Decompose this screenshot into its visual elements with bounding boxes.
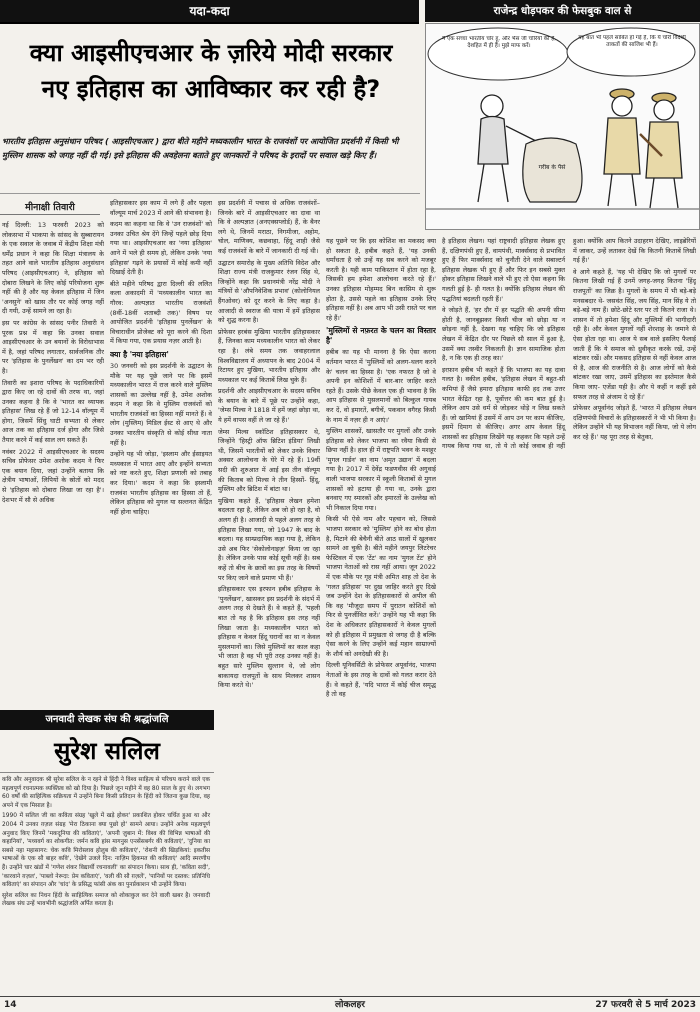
paragraph: नई दिल्ली: 13 फरवरी 2023 को लोकसभा में भाकपा के सांसद के सुब्बारायन के एक सवाल के जवाब में केंद्रीय शिक्षा मंत्री धर्मेंद्र प्रधान ने कहा कि शिक्षा मंत्रालय के तहत आने वाले भारतीय इतिहास अनुसंधान परिषद (आइसीएचआर) ने, इतिहास को दोबारा लिखने के लिए कोई परियोजना शुरू नहीं की है और यह केवल इतिहास में जिन 'अनसुने' को खास तौर पर कोई जगह नहीं दी गयी, उन्हें सामने ला रहा है। [2,221,104,316]
issue-date: 27 फरवरी से 5 मार्च 2023 [595,1000,696,1010]
headline-line-2: नए इतिहास का आविष्कार कर रही है? [41,75,381,103]
article-column-2 [110,199,212,705]
cartoon-header [425,0,700,22]
paragraph: प्रोफेसर हरबंस मुखिया भारतीय इतिहासकार हैं, जिनका काम मध्यकालीन भारत को लेकर रहा है। लंबे समय तक जवाहरलाल विश्वविद्यालय में अध्यापन के बाद 2004 में रिटायर हुए मुखिया, भारतीय इतिहास और मध्यकाल पर कई किताबें लिख चुके हैं। [218,327,320,384]
article-column-1 [2,221,104,705]
paragraph: इरफ़ान हबीब भी कहते हैं कि भाजपा का यह दावा गलत है। वकील हबीब, 'इतिहास लेखन में बहुत-सी कमियां हैं जैसे हमारा इतिहास काफी हद तक उत्तर भारत केंद्रित रहा है, पूर्वोत्तर की कम बात हुई है। लेकिन आप उसे धर्म से जोड़कर थोड़े न लिख सकते हैं। जो खामियां हैं उसमें में आप उन पर काम कीजिए, इसमें दिमाग से कीजिए। अगर आप केवल हिंदू शासकों का इतिहास लिखेंगे यह कहकर कि पहले उन्हें गायब किया गया था, तो ये तो कोई जवाब ही नहीं हुआ। क्योंकि आप कितने उदाहरण देखिए, लाइब्रेरियों में जाकर, उन्हें लताकर देखें कि कितनी किताबें लिखी गई हैं।' [442,237,696,451]
subheading: क्या है 'नया इतिहास' [110,349,169,359]
paragraph: जेम्स मिल्स स्कॉटिश इतिहासकार थे, जिन्होंने 'हिस्ट्री ऑफ ब्रिटिश इंडिया' लिखी थी, जिसमें भारतीयों को लेकर उनके विचार अक्सर आलोचना के घेरे में रहे हैं। 19वीं सदी की शुरुआत में आई इस तीन वॉल्यूम की किताब को मिल्स ने तीन हिस्सों- हिंदू, मुस्लिम और ब्रिटिश में बांटा था। [218,427,320,494]
tribute-name: सुरेश सलिल [0,730,214,773]
paragraph: तिवारी का इशारा परिषद के पदाधिकारियों द्वारा किए जा रहे दावों की तरफ था, जहां उनका कहना है कि वे 'भारत का व्यापक इतिहास' लिख रहे हैं जो 12-14 वॉल्यूम में होगा, जिसमें सिंधु घाटी सभ्यता से लेकर आज तक का इतिहास दर्ज होगा और जिसे तैयार करने में कई साल लग सकते हैं। [2,378,104,445]
money-sack [523,138,582,202]
paragraph: कवि और अनुवादक श्री सुरेश सलिल के न रहने से हिंदी ने विश्व साहित्य से परिचय कराने वाले एक महत्वपूर्ण रचनात्मक व्यक्तित्व को खो दिया है। पिछले जून महीने में वह 80 साल के हुए थे। लगभग 60 वर्षों की साहित्यिक सक्रियता में उन्होंने बिना किसी प्रतिदान के हिंदी को जितना कुछ दिया, वह अपने में एक मिसाल है। [2,777,210,809]
paragraph: बीते महीने परिषद द्वारा दिल्ली की ललित कला अकादमी में 'मध्यकालीन भारत का गौरव: अल्पज्ञात भारतीय राजवंशों (8वीं-18वीं शताब्दी तक)' विषय पर आयोजित प्रदर्शनी 'इतिहास पुनर्लेखन' के विचाराधीन प्रोजेक्ट को पूरा करने की दिशा में किया गया, एक प्रयास नज़र आती है। [110,279,212,346]
paragraph: नवंबर 2022 में आइसीएचआर के सदस्य सचिव प्रोफेसर उमेश अशोक कदम ने फिर एक बयान दिया, जहां उन्होंने बताया कि क्षेत्रीय भाषाओं, लिपियों के स्रोतों को मदद से 'इतिहास को दोबारा लिखा जा रहा है'। देशभर में सौ से अधिक [2,447,104,504]
paper-name: लोकलहर [335,1000,365,1010]
cartoon [425,23,700,230]
byline [0,201,100,215]
paragraph: कदम का कहना था कि वे 'उन राजवंशों' को उनका उचित श्रेय देंगे जिन्हें पहले छोड़ दिया गया था। आइसीएचआर का 'नया इतिहास' आने में भले ही समय हो, लेकिन उनके 'नया इतिहास' गढ़ने के प्रयासों में कोई कमी नहीं दिखाई देती है। [110,220,212,277]
paragraph: उद्घाटन समारोह के मुख्य अतिथि विदेश और शिक्षा राज्य मंत्री राजकुमार रंजन सिंह थे, जिन्होंने कहा कि प्रधानमंत्री नरेंद्र मोदी ने मंत्रियों से 'औपनिवेशिक प्रभाव' (कोलोनियल हैंगओवर) को दूर करने के लिए कहा है। आजादी से स्वराज की यात्रा में हमें इतिहास को शुद्ध करना है। [218,258,320,325]
speech-bubble-police: यह बात भी पहले साबित हो गई है, कि ये चोरी विदेशी ताकतों की साजिश भी हैं। [578,35,686,49]
paragraph: मुखिया कहते हैं, 'इतिहास लेखन हमेशा बदलता रहा है, लेकिन अब जो हो रहा है, वो अलग ही है। आजादी से पहले अलग तरह से इतिहास लिखा गया, जो 1947 के बाद के बदला। यह साम्प्रदायिक कहा गया है, लेकिन उसे अब फिर 'सेकोलोनाइज़' किया जा रहा है। लेकिन उनके पास कोई सूची नहीं है। सब कहें तो बीच के छात्रों का इस तरह के विषयों पर किए जाने वाले प्रमाण भी हैं।' [218,496,320,582]
article-column-4 [326,237,436,994]
footer [0,998,700,1012]
article-column-3 [218,199,320,994]
cartoon-credit: राजेन्द्र धोड़पकर की फेसबुक वाल से [493,5,632,17]
paragraph: है इतिहास लेखन। यहां राष्ट्रवादी इतिहास लेखक हुए हैं, दक्षिणपंथी हुए हैं, वामपंथी, मार्क्सवाद से प्रभावित हुए हैं फिर मार्क्सवाद को चुनौती देने वाले सबाल्टर्न इतिहास लेखक भी हुए हैं और फिर इन सबसे मुक्त होकर इतिहास लिखने वाले भी हुए तो ऐसा कहना कि गलती हुई है- ही गलत है। क्योंकि इतिहास लेखन की पद्धतियां बदलती रहती हैं।' [442,237,565,303]
speech-bubble-thief: मैं एक सच्चा भारतीय चोर हूं, और भैंस जी चोरियों की हैं, देशहित में ही हैं। मुझे माफ करें। [441,36,557,50]
divider [0,193,420,194]
paragraph: मुस्लिम शासकों, खासतौर पर मुगलों और उनके इतिहास को लेकर भाजपा का रवैया किसी से छिपा नहीं है। हाल ही में राष्ट्रपति भवन के मशहूर 'मुगल गार्डन' का नाम 'अमृत उद्यान' में बदला गया है। 2017 में देवेंद्र फडणवीस की अगुवाई वाली भाजपा सरकार में स्कूली किताबों से मुगल शासकों को हटाया ही गया था, उनके द्वारा बनवाए गए स्मारकों और इमारतों के उल्लेख को भी निकाल दिया गया। [326,427,436,512]
paragraph: वे जोड़ते हैं, 'हर दौर में हर पद्धति की अपनी सीमा होती है, जानबूझकर किसी चीज को छोड़ा या न छोड़ना नहीं है, देखना यह चाहिए कि जो इतिहास लेखन में केंद्रित दौर पर पिछले सौ साल में हुआ है, उसमें क्या तस्वीर निकलती है। ज्ञान सामाजिक होता है, न कि एक ही तरह का।' [442,306,565,363]
paragraph: किसी भी ऐसे नाम और पहचान को, जिससे भाजपा सरकार को 'मुस्लिम' होने का बोध होता है, मिटाने की बेचैनी बीते आठ सालों में खुलकर सामने आ चुकी है। बीते महीने जयपुर लिटरेचर फेस्टिवल में एक 'टेंट' का नाम 'मुगल टेंट' होने भाजपा नेताओं को रास नहीं आया। जून 2022 में एक मौके पर गृह मंत्री अमित शाह तो देश के 'गलत इतिहास' पर दुख जाहिर करते हुए दिखे जब उन्होंने देश के इतिहासकारों से अपील की कि वह 'मौजूदा समय में पुरातन कोशिशें को फिर से पुनर्जीवित करें।' उन्होंने यह भी कहा कि देश के अधिकतर इतिहासकारों ने केवल मुगलों को ही इतिहास में प्रमुखता से जगह दी है बल्कि ऐसा करने के लिए उन्होंने कई महान साम्राज्यों के शौर्य को अनदेखी की है। [326,515,436,658]
footer-rule [0,996,700,997]
section-title: यदा-कदा [189,4,230,18]
section-header [0,0,419,24]
policemen-figures [604,89,682,208]
paragraph: इतिहासकार इस काम में लगे हैं और पहला वॉल्यूम मार्च 2023 में आने की संभावना है। [110,199,212,217]
paragraph: इतिहासकार एस इरफान हबीब इतिहास के 'पुनर्लेखन', खासकर इस प्रदर्शनी के संदर्भ में अलग तरह से देखते हैं। वे कहते हैं, 'पहली बात तो यह है कि इतिहास इस तरह नहीं लिखा जाता है। मध्यकालीन भारत को इतिहास न केवल हिंदू घरानों का था न केवल मुसलमानों का। जिसे मुस्लिमों का काल कहा भी जाता है वह भी पूरी तरह उनका नहीं है। बहुत सारे मुस्लिम सुल्तान थे, जो लोग बाकायदा राजपूतों के साथ मिलकर शासन किया करते थे।' [218,585,320,690]
author-name: मीनाक्षी तिवारी [25,202,75,213]
paragraph: उन्होंने यह भी जोड़ा, 'इस्लाम और ईसाइयत मध्यकाल में भारत आए और इन्होंने सभ्यता को नष्ट करते हुए, शिक्षा प्रणाली को तबाह कर दिया।' कदम ने कहा कि इस्लामी राजवंश भारतीय इतिहास का हिस्सा तो हैं, लेकिन इतिहास को मुगल या सल्तनत केंद्रित नहीं होना चाहिए। [110,450,212,516]
standfirst: भारतीय इतिहास अनुसंधान परिषद ( आइसीएचआर ) द्वारा बीते महीने मध्यकालीन भारत के राजवंशों पर आयोजित प्रदर्शनी में किसी भी मुस्लिम शासक को जगह नहीं दी गई। इसे इतिहास की अवहेलना बताते हुए जानकारों ने परिषद के इरादों पर सवाल खड़े किए हैं। [2,136,399,160]
paragraph: 1990 में सलिल जी का कविता संग्रह 'खुले में खड़े होकर' प्रकाशित होकर चर्चित हुआ था और 2004 में उनका ग़ज़ल संग्रह 'मेरा ठिकाना क्या पूछो हो' सामने आया। उन्होंने अनेक महत्वपूर्ण अनुवाद किए जिनमें 'मकदूनिया की कविताएं', 'अपनी ज़ुबान में: विश्व की विभिन्न भाषाओं की कहानियां', 'मध्यवर्ग का शोकगीत: जर्मन कवि हांस मागनुस एन्त्सेंसबर्गर की कविताएं', 'दुनिया का सबसे नहा महासागर: चेक कवि मिरोस्लाव होलुब की कविताएं', 'रोशनी की खिड़कियां: इकतीस भाषाओं के एक सौ बाहर कवि', 'देखेंगे उजले दिन: नाज़िम हिकमत की कविताएं' आदि स्मरणीय हैं। उन्होंने चार खंडों में 'गणेश शंकर विद्यार्थी रचनावली' का संपादन किया। साथ ही, 'कविता सदी', 'कारवाने ग़ज़ल', 'पाब्लो नेरूदा: प्रेम कविताएं', 'वली की सौ ग़ज़लें', 'पानियों पर दस्तक: प्रतिनिधि कविताएं' का संपादन और 'चांद' के प्रसिद्ध फांसी अंक का पुनर्प्रकाशन भी उन्होंने किया। [2,813,210,889]
page-number: 14 [4,1000,17,1010]
sack-label: गरीब के पैसे [538,164,566,171]
article-column-5 [442,237,696,994]
tribute-body [0,773,214,909]
paragraph: वे आगे कहते हैं, 'यह भी देखिए कि जो मुगलों पर कितना लिखी गई हैं उनमें जगह-जगह कितना 'हिंदू राजपूतों' का जिक्र है। मुगलों के समय में भी बड़े-बड़े मनसबदार थे- जसवंत सिंह, जय सिंह, मान सिंह ये तो बड़े-बड़े नाम हैं। छोटे-छोटे स्तर पर तो कितने राजा थे। शासन में तो हमेशा हिंदू और मुस्लिमों की भागीदारी रही है। और केवल मुगलों नहीं शेरशाह के जमाने से ऐसा होता रहा था। आज ये सब वाले इसलिए फैलाई जाती हैं कि ये समाज को ध्रुवीकृत करके रखें, उन्हें बांटकर रखें। और मकसद इतिहास से नहीं केवल आज से है, आज की राजनीति से है। आज लोगों को कैसे बांटकर रखा जाए, उसमें इतिहास का इस्तेमाल कैसे किया जाए- एजेंडा यही है। और ये कहीं न कहीं इसे सफल तरह से अंजाम दे रहे हैं।' [573,267,696,401]
paragraph: सुरेश सलिल का निधन हिंदी के साहित्यिक समाज को शोकाकुल कर देने वाली खबर है। जनवादी लेखक संघ उन्हें भावभीनी श्रद्धांजलि अर्पित करता है। [2,892,210,908]
headline-line-1: क्या आइसीएचआर के ज़रिये मोदी सरकार [29,39,393,67]
tribute-header [0,710,214,730]
paragraph: यह पूछने पर कि इस कोशिश का मकसद क्या हो सकता है, हबीब कहते हैं, 'यह उनकी धर्मांधता है जो उन्हें यह सब करने को मजबूर करती है। यही काम पाकिस्तान में होता रहा है, जिसकी हम हमेशा आलोचना करते रहे हैं।' उनका इतिहास मोहम्मद बिन कासिम से शुरू होता है, उससे पहले का इतिहास उनके लिए इतिहास नहीं है। अब आप भी उसी रास्ते पर चल रहे हैं।' [326,237,436,322]
headline [0,36,422,108]
paragraph: प्रोफेसर अपूर्वानंद जोड़ते हैं, 'भारत में इतिहास लेखन दक्षिणपंथी विचारों के इतिहासकारों ने भी भी किया है। लेकिन उन्होंने भी यह विभाजन नहीं किया, जो ये लोग कर रहे हैं।' यह पूरा तरह से बेतुका, [573,404,696,441]
cartoon-illustration [426,24,699,229]
paragraph: 30 जनवरी को इस प्रदर्शनी के उद्घाटन के मौके पर यह पूछे जाने पर कि इसमें मध्यकालीन भारत में राज करने वाले मुस्लिम शासकों का उल्लेख नहीं है, उमेश अशोक कदम ने कहा कि वे मुस्लिम राजवंशों को भारतीय राजवंशों का हिस्सा नहीं मानते हैं। वे लोग (मुस्लिम) मिडिल ईस्ट से आए थे और उनका भारतीय संस्कृति से कोई सीधा नाता नहीं है। [110,361,212,447]
paragraph: दिल्ली यूनिवर्सिटी के प्रोफेसर अपूर्वानंद, भाजपा नेताओं के इस तरह के दावों को गलत करार देते हैं। वे कहते हैं, 'यदि भारत में कोई चीज समृद्ध है तो वह [326,661,436,699]
tribute-box [0,710,214,994]
paragraph: प्रदर्शनी और आइसीएचआर के सदस्य सचिव के बयान के बारे में पूछे पर उन्होंने कहा, 'जेम्स मिल्स ने 1818 में हमें जहां छोड़ा था, ये हमें वापस वहीं ले जा रहे हैं।' [218,387,320,425]
tribute-header-title: जनवादी लेखक संघ की श्रद्धांजलि [45,714,169,725]
paragraph: इस पर कांग्रेस के सांसद पनीर तिवारी ने पूरक प्रश्न में कहा कि उनका सवाल आइसीएचआर के उन बयानों के विरोधाभास में है, जहां परिषद लगातार, सार्वजनिक तौर पर 'इतिहास के पुनर्लेखन' का दम भर रही है। [2,318,104,375]
subheading: 'मुस्लिमों से नफ़रत के चलन का विस्तार है' [326,326,436,346]
paragraph: इस प्रदर्शनी में पचास से अधिक राजवंशों– जिनके बारे में आइसीएचआर का दावा था कि वे अल्पज्ञात (अनएक्सप्लोर्ड) हैं, के बैनर लगे थे, जिनमें मराठा, निगमीजा, अहोम, चोल, माणिक्य, कछवाहा, हिंदू शाही जैसे कई राजवंशों के बारे में जानकारी दी गई थी। [218,199,320,255]
paragraph: हबीब का यह भी मानना है कि ऐसा करना वर्तमान भारत में 'मुस्लिमों को अलग-थलग करने के' चलन का हिस्सा है। 'एक नफरत है जो वे अपनी इन कोशिशों में बार-बार जाहिर करते रहते हैं। उसके पीछे केवल एक ही भावना है कि आप इतिहास से मुसलमानों को बिल्कुल गायब कर दें, वो इमारतें, बगीचें, पकवान वगैरह किसी के नाम में नज़र ही न आएं।' [326,348,436,424]
